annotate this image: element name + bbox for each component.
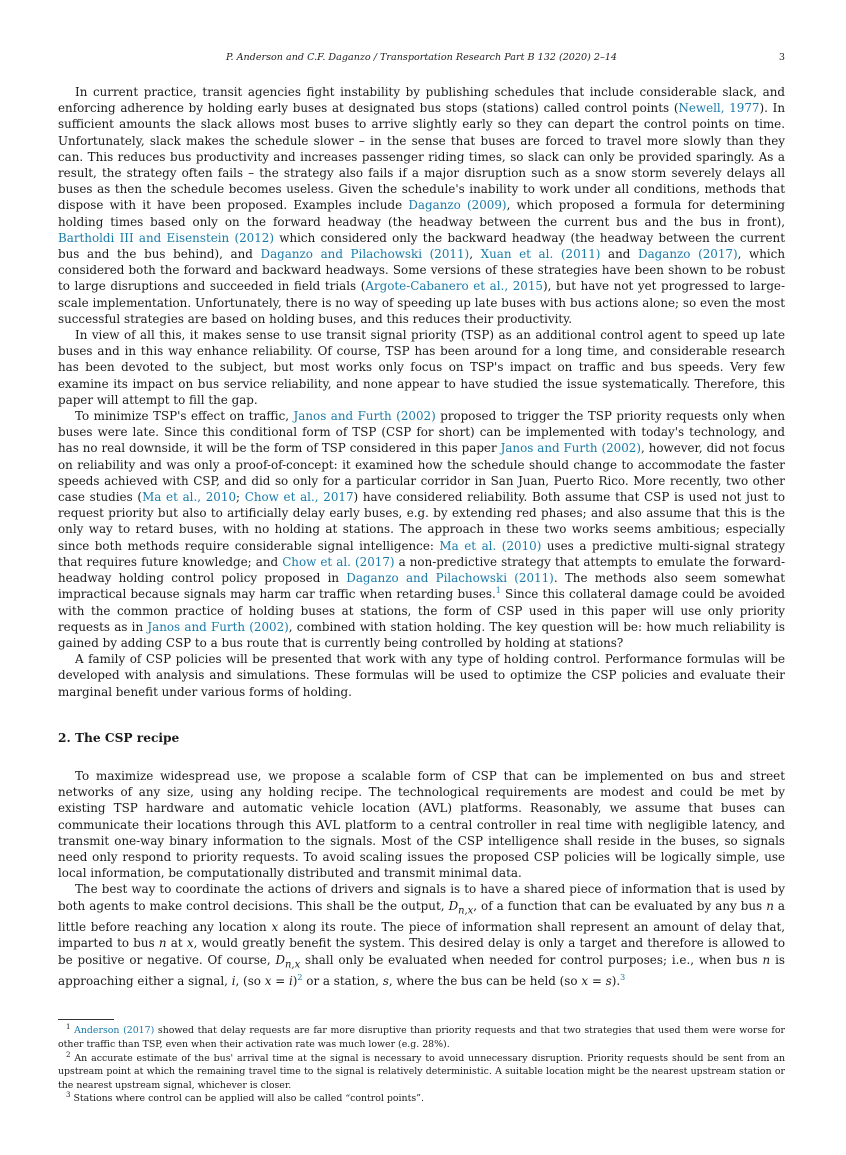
citation-link[interactable]: Chow et al., 2017 [244,490,354,505]
footnote: $^3$ Stations where control can be applied will also be called “control points”. [66,1091,424,1105]
footnote-divider [58,1019,114,1020]
footnote-ref[interactable]: 1 [495,586,501,596]
paragraph: To maximize widespread use, we propose a scalable form of CSP that can be implemented on bus and street networks of any size, using any holding recipe. The technological requirements are modest and could be met by existing TSP hardware and automatic vehicle location (AVL) platforms. Reasonably, we assume that buses can communicate their locations through this AVL platform to a central controller in real time with negligible latency, and transmit one-way binary information to the signals. Most of the CSP intelligence shall reside in the buses, so signals need only respond to priority requests. To avoid scaling issues the proposed CSP policies will be logically simple, use local information, be computationally distributed and transmit minimal data. [58,768,785,881]
running-header [58,52,785,70]
footnote: $^2$ An accurate estimate of the bus' arrival time at the signal is necessary to avoid unnecessary disruption. Priority requests should be sent from an upstream point at which the remaining travel time to the signal is relatively deterministic. A suitable location might be the nearest upstream station or the nearest upstream signal, whichever is closer. [58,1050,785,1091]
paper-page [58,52,785,1106]
citation-link[interactable]: Newell, 1977 [678,101,760,116]
citation-link[interactable]: Daganzo (2009) [408,198,507,213]
math-var: D [275,952,286,967]
running-title: P. Anderson and C.F. Daganzo / Transportation Research Part B 132 (2020) 2–14 [225,52,618,63]
citation-link[interactable]: Daganzo and Pilachowski (2011) [346,571,554,586]
citation-link[interactable]: Daganzo (2017) [638,247,738,262]
citation-link[interactable]: Chow et al. (2017) [282,554,395,569]
math-var: D [448,898,459,913]
footnotes [58,1024,785,1106]
math-subscript: n,x [458,904,474,916]
citation-link[interactable]: Janos and Furth (2002) [293,409,436,424]
page-number: 3 [778,52,785,63]
citation-link[interactable]: Anderson (2017) [74,1025,155,1037]
paragraph: The best way to coordinate the actions of drivers and signals is to have a shared piece of information that is used by both agents to make control decisions. This shall be the output, $D_{n,x}$, of a function that can be evaluated by any bus n a little before reaching any location x along its route. The piece of information shall represent an amount of delay that, imparted to bus n at x, would greatly benefit the system. This desired delay is only a target and therefore is allowed to be positive or negative. Of course, $D_{n,x}$ shall only be evaluated when needed for control purposes; i.e., when bus n is approaching either a signal, i, (so x = i)$^2$ or a station, s, where the bus can be held (so x = s).$^3$ [58,882,786,989]
citation-link[interactable]: Ma et al. (2010) [439,538,542,553]
section-heading: 2. The CSP recipe [58,730,180,745]
math-subscript: n,x [285,958,301,970]
citation-link[interactable]: Janos and Furth (2002) [147,619,289,634]
body-text [58,84,785,989]
citation-link[interactable]: Argote-Cabanero et al., 2015 [365,279,543,294]
paragraph: In current practice, transit agencies fight instability by publishing schedules that include considerable slack, and enforcing adherence by holding early buses at designated bus stops (stations) called control points (Newell, 1977). In sufficient amounts the slack allows most buses to arrive slightly early so they can depart the control points on time. Unfortunately, slack makes the schedule slower – in the sense that buses are forced to travel more slowly than they can. This reduces bus productivity and increases passenger riding times, so slack can only be provided sparingly. As a result, the strategy often fails – the strategy also fails if a major disruption such as a snow storm severely delays all buses as then the schedule becomes useless. Given the schedule's inability to work under all conditions, methods that dispose with it have been proposed. Examples include Daganzo (2009), which proposed a formula for determining holding times based only on the forward headway (the headway between the current bus and the bus in front), Bartholdi III and Eisenstein (2012) which considered only the backward headway (the headway between the current bus and the bus behind), and Daganzo and Pilachowski (2011), Xuan et al. (2011) and Daganzo (2017), which considered both the forward and backward headways. Some versions of these strategies have been shown to be robust to large disruptions and succeeded in field trials (Argote-Cabanero et al., 2015), but have not yet progressed to large-scale implementation. Unfortunately, there is no way of speeding up late buses with bus actions alone; so even the most successful strategies are based on holding buses, and this reduces their productivity. [58,85,785,326]
paragraph: A family of CSP policies will be presented that work with any type of holding control. Performance formulas will be developed with analysis and simulations. These formulas will be used to optimize the CSP policies and evaluate their marginal benefit under various forms of holding. [58,652,785,699]
footnote-ref[interactable]: 2 [297,973,303,983]
citation-link[interactable]: Ma et al., 2010 [142,490,237,505]
citation-link[interactable]: Xuan et al. (2011) [480,247,601,262]
paragraph: To minimize TSP's effect on traffic, Janos and Furth (2002) proposed to trigger the TSP priority requests only when buses were late. Since this conditional form of TSP (CSP for short) can be implemented with today's technology, and has no real downside, it will be the form of TSP considered in this paper Janos and Furth (2002), however, did not focus on reliability and was only a proof-of-concept: it examined how the schedule should change to accommodate the faster speeds achieved with CSP, and did so only for a particular corridor in San Juan, Puerto Rico. More recently, two other case studies (Ma et al., 2010; Chow et al., 2017) have considered reliability. Both assume that CSP is used not just to request priority but also to artificially delay early buses, e.g. by extending red phases; and also assume that this is the only way to retard buses, with no holding at stations. The approach in these two works seems ambitious; especially since both methods require considerable signal intelligence: Ma et al. (2010) uses a predictive multi-signal strategy that requires future knowledge; and Chow et al. (2017) a non-predictive strategy that attempts to emulate the forward-headway holding control policy proposed in Daganzo and Pilachowski (2011). The methods also seem somewhat impractical because signals may harm car traffic when retarding buses.$^1$ Since this collateral damage could be avoided with the common practice of holding buses at stations, the form of CSP used in this paper will use only priority requests as in Janos and Furth (2002), combined with station holding. The key question will be: how much reliability is gained by adding CSP to a bus route that is currently being controlled by holding at stations? [58,409,785,650]
citation-link[interactable]: Daganzo and Pilachowski (2011) [260,247,470,262]
citation-link[interactable]: Bartholdi III and Eisenstein (2012) [58,230,275,245]
footnote: $^1$ Anderson (2017) showed that delay requests are far more disruptive than priority requests and that two strategies that used them were worse for other traffic than TSP, even when their activation rate was much lower (e.g. 28%). [58,1023,785,1050]
citation-link[interactable]: Janos and Furth (2002) [500,441,642,456]
footnote-ref[interactable]: 3 [620,973,626,983]
paragraph: In view of all this, it makes sense to use transit signal priority (TSP) as an additional control agent to speed up late buses and in this way enhance reliability. Of course, TSP has been around for a long time, and considerable research has been devoted to the subject, but most works only focus on TSP's impact on traffic and bus speeds. Very few examine its impact on bus service reliability, and none appear to have studied the issue systematically. Therefore, this paper will attempt to fill the gap. [58,328,785,407]
